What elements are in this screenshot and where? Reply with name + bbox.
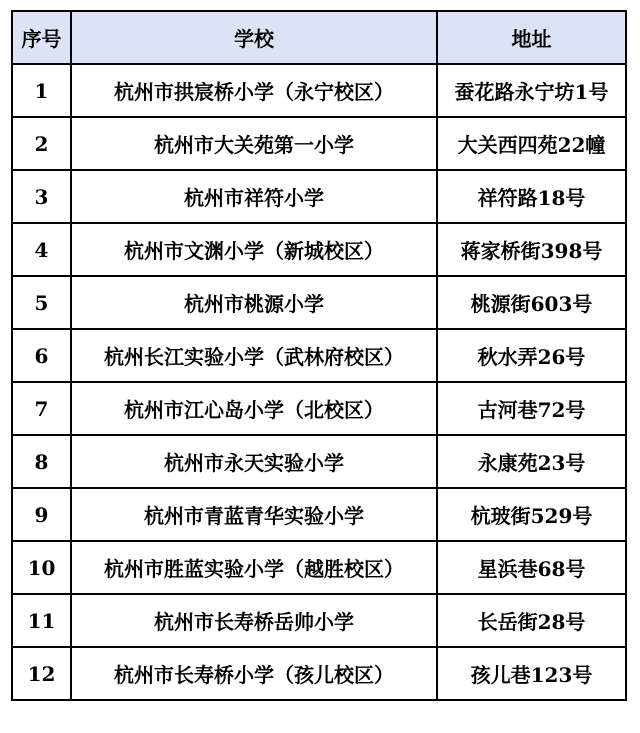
header-address: 地址: [437, 11, 626, 64]
row-school: 杭州市桃源小学: [71, 276, 437, 329]
table-row: [12, 647, 626, 700]
row-number: 3: [12, 170, 71, 223]
row-address: 大关西四苑22幢: [437, 117, 626, 170]
row-school: 杭州市江心岛小学（北校区）: [71, 382, 437, 435]
table-row: [12, 541, 626, 594]
row-school: 杭州市青蓝青华实验小学: [71, 488, 437, 541]
table-row: [12, 64, 626, 117]
row-school: 杭州市长寿桥小学（孩儿校区）: [71, 647, 437, 700]
table-row: [12, 329, 626, 382]
row-school: 杭州市拱宸桥小学（永宁校区）: [71, 64, 437, 117]
row-school: 杭州市胜蓝实验小学（越胜校区）: [71, 541, 437, 594]
table-row: [12, 276, 626, 329]
row-number: 1: [12, 64, 71, 117]
table-row: [12, 170, 626, 223]
row-address: 桃源街603号: [437, 276, 626, 329]
table-row: [12, 435, 626, 488]
row-number: 12: [12, 647, 71, 700]
row-number: 7: [12, 382, 71, 435]
row-address: 星浜巷68号: [437, 541, 626, 594]
row-address: 长岳街28号: [437, 594, 626, 647]
table-row: [12, 382, 626, 435]
row-number: 6: [12, 329, 71, 382]
row-school: 杭州市长寿桥岳帅小学: [71, 594, 437, 647]
row-school: 杭州市永天实验小学: [71, 435, 437, 488]
row-address: 蒋家桥街398号: [437, 223, 626, 276]
table-row: [12, 488, 626, 541]
row-number: 4: [12, 223, 71, 276]
row-school: 杭州市文渊小学（新城校区）: [71, 223, 437, 276]
row-number: 10: [12, 541, 71, 594]
table-header: [12, 11, 626, 64]
row-address: 永康苑23号: [437, 435, 626, 488]
table-row: [12, 117, 626, 170]
row-number: 5: [12, 276, 71, 329]
row-number: 11: [12, 594, 71, 647]
header-number: 序号: [12, 11, 71, 64]
row-school: 杭州长江实验小学（武林府校区）: [71, 329, 437, 382]
school-address-table: [11, 10, 627, 701]
table-body: [12, 64, 626, 700]
school-table-container: [11, 10, 627, 701]
row-address: 秋水弄26号: [437, 329, 626, 382]
row-school: 杭州市大关苑第一小学: [71, 117, 437, 170]
table-row: [12, 223, 626, 276]
row-address: 祥符路18号: [437, 170, 626, 223]
row-address: 古河巷72号: [437, 382, 626, 435]
row-address: 蚕花路永宁坊1号: [437, 64, 626, 117]
row-number: 2: [12, 117, 71, 170]
row-school: 杭州市祥符小学: [71, 170, 437, 223]
row-number: 9: [12, 488, 71, 541]
header-school: 学校: [71, 11, 437, 64]
row-address: 孩儿巷123号: [437, 647, 626, 700]
table-row: [12, 594, 626, 647]
row-address: 杭玻街529号: [437, 488, 626, 541]
row-number: 8: [12, 435, 71, 488]
header-row: [12, 11, 626, 64]
